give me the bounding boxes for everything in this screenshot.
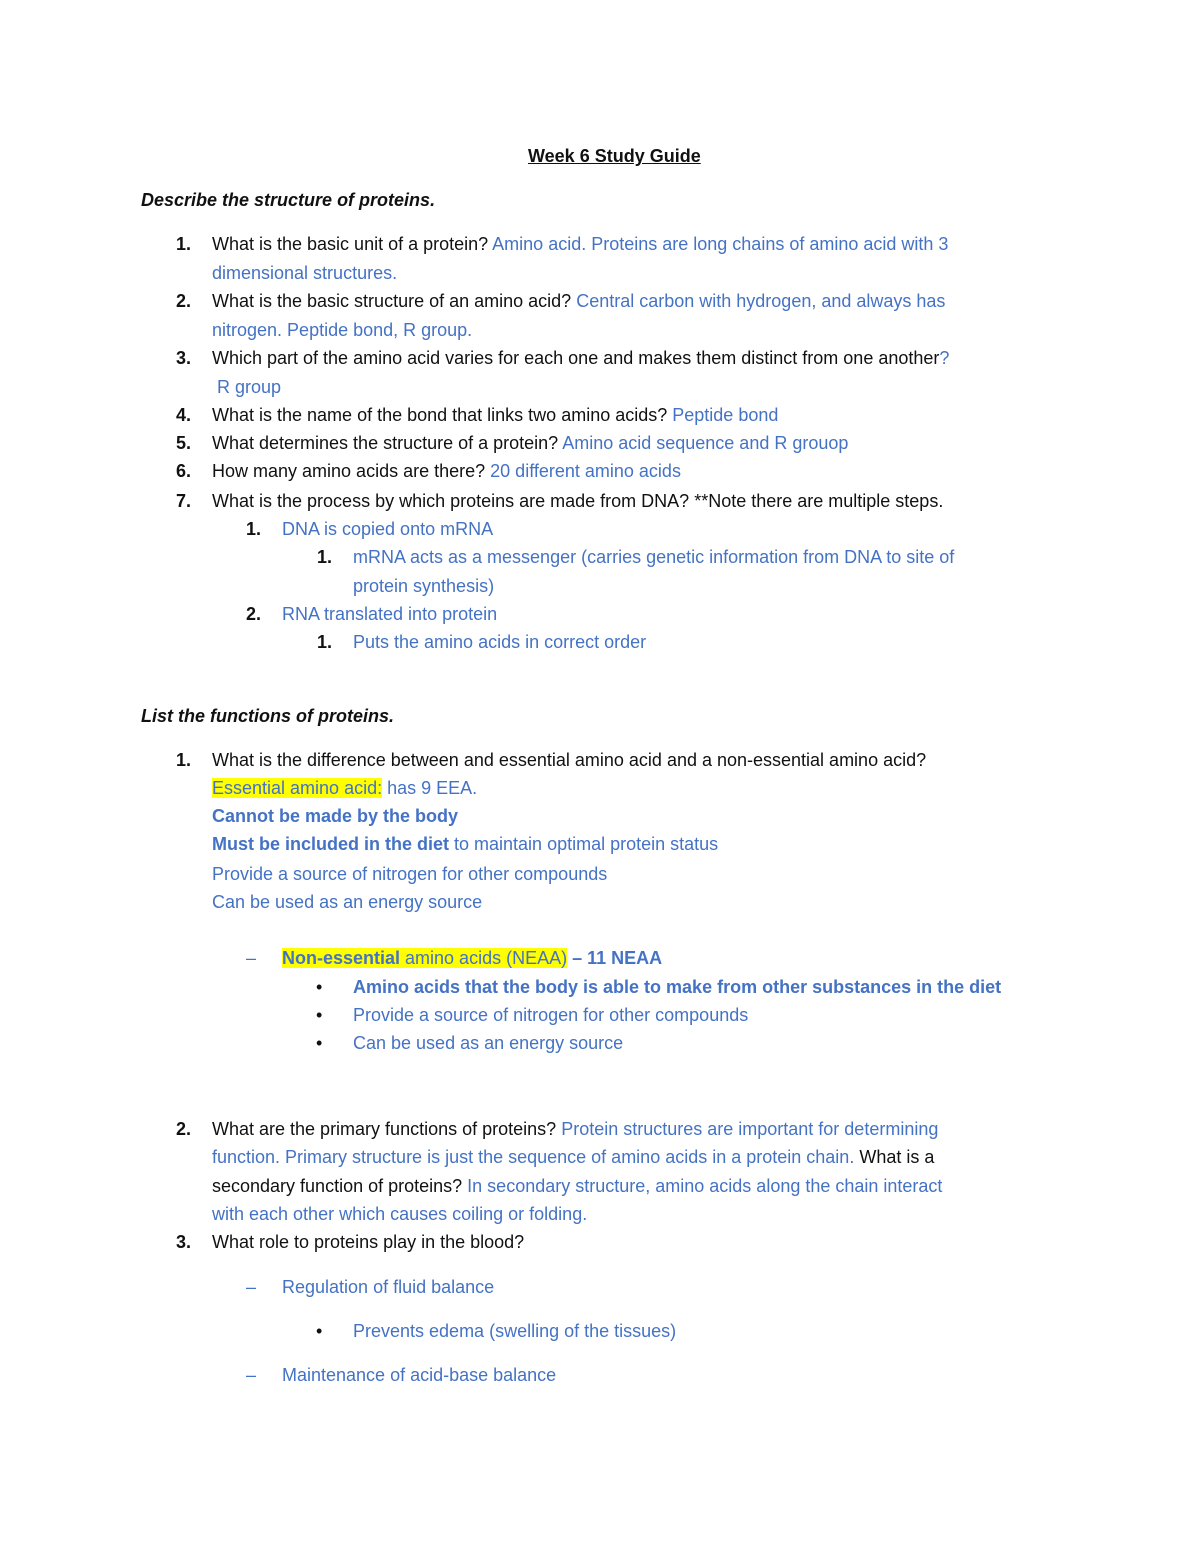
page-title: Week 6 Study Guide <box>528 146 701 166</box>
list-number: 2. <box>176 291 192 311</box>
question-text: What is a <box>859 1147 935 1167</box>
dash-marker: – <box>246 1365 257 1385</box>
blood-role-1-bullet <box>316 1319 676 1343</box>
step-2 <box>246 602 497 626</box>
eaa-line-3: Provide a source of nitrogen for other compounds <box>212 864 608 884</box>
list-number: 2. <box>176 1119 192 1139</box>
eaa-line-1: Cannot be made by the body <box>212 806 459 826</box>
answer-text: Amino acid sequence and R grouop <box>562 433 849 453</box>
bullet-text: Amino acids that the body is able to make from other substances in the diet <box>353 977 1002 997</box>
step-1-sub <box>317 545 954 569</box>
functions-question-2 <box>176 1117 938 1141</box>
answer-text: Peptide bond <box>672 405 779 425</box>
answer-text: Regulation of fluid balance <box>282 1277 495 1297</box>
list-number: 1. <box>317 547 333 567</box>
bullet-text: Can be used as an energy source <box>353 1033 624 1053</box>
answer-text: In secondary structure, amino acids along the chain interact <box>467 1176 943 1196</box>
functions-question-2-line-2 <box>212 1145 934 1169</box>
question-text: What is the basic unit of a protein? <box>212 234 489 254</box>
question-text: secondary function of proteins? <box>212 1176 463 1196</box>
step-text: RNA translated into protein <box>282 604 498 624</box>
answer-text: Central carbon with hydrogen, and always has <box>576 291 946 311</box>
step-2-sub <box>317 630 646 654</box>
answer-text: has 9 EEA. <box>382 778 478 798</box>
functions-question-2-line-3 <box>212 1174 942 1198</box>
list-number: 2. <box>246 604 262 624</box>
eaa-line-4: Can be used as an energy source <box>212 892 483 912</box>
list-number: 5. <box>176 433 192 453</box>
neaa-bullet-1 <box>316 975 1001 999</box>
answer-continuation: nitrogen. Peptide bond, R group. <box>212 320 473 340</box>
question-6 <box>176 459 681 483</box>
highlighted-label-rest: amino acids (NEAA) <box>400 948 568 968</box>
highlighted-label: Non-essential <box>282 948 401 968</box>
step-1-sub-continuation: protein synthesis) <box>353 576 495 596</box>
answer-text: function. Primary structure is just the sequence of amino acids in a protein chain. <box>212 1147 855 1167</box>
answer-text: Maintenance of acid-base balance <box>282 1365 557 1385</box>
question-3-line-1 <box>176 346 949 370</box>
highlighted-label: Essential amino acid: <box>212 778 383 798</box>
list-number: 1. <box>176 234 192 254</box>
question-text: How many amino acids are there? <box>212 461 486 481</box>
question-text: Which part of the amino acid varies for each one and makes them distinct from one another <box>212 348 940 368</box>
blood-role-1 <box>246 1275 494 1299</box>
functions-question-2-line-4: with each other which causes coiling or folding. <box>212 1204 588 1224</box>
answer-text: to maintain optimal protein status <box>449 834 719 854</box>
bullet-marker: • <box>316 1005 323 1025</box>
answer-text: 20 different amino acids <box>490 461 681 481</box>
bullet-text: Prevents edema (swelling of the tissues) <box>353 1321 677 1341</box>
step-text: Puts the amino acids in correct order <box>353 632 647 652</box>
dash-marker: – <box>246 948 257 968</box>
question-4 <box>176 403 778 427</box>
eaa-label-line <box>212 776 477 800</box>
eaa-line-2 <box>212 832 718 856</box>
dash-marker: – <box>246 1277 257 1297</box>
bullet-marker: • <box>316 977 323 997</box>
question-2-line-1 <box>176 289 945 313</box>
blood-role-2 <box>246 1363 556 1387</box>
bullet-marker: • <box>316 1033 323 1053</box>
step-text: DNA is copied onto mRNA <box>282 519 494 539</box>
question-text: What is the name of the bond that links two amino acids? <box>212 405 668 425</box>
section-heading-structure: Describe the structure of proteins. <box>141 190 436 210</box>
functions-question-1 <box>176 748 926 772</box>
list-number: 4. <box>176 405 192 425</box>
section-heading-functions: List the functions of proteins. <box>141 706 394 726</box>
question-5 <box>176 431 848 455</box>
question-text: What are the primary functions of proteins? <box>212 1119 557 1139</box>
neaa-bullet-2 <box>316 1003 748 1027</box>
list-number: 3. <box>176 1232 192 1252</box>
answer-continuation: dimensional structures. <box>212 263 398 283</box>
question-text: What determines the structure of a protein? <box>212 433 559 453</box>
bold-text: Must be included in the diet <box>212 834 450 854</box>
neaa-line <box>246 946 662 970</box>
list-number: 3. <box>176 348 192 368</box>
list-number: 1. <box>176 750 192 770</box>
functions-question-3 <box>176 1230 524 1254</box>
question-1-line-1 <box>176 232 948 256</box>
question-7 <box>176 489 943 513</box>
bullet-text: Provide a source of nitrogen for other compounds <box>353 1005 749 1025</box>
bullet-marker: • <box>316 1321 323 1341</box>
step-1 <box>246 517 493 541</box>
list-number: 1. <box>246 519 262 539</box>
answer-text: – 11 NEAA <box>567 948 663 968</box>
list-number: 7. <box>176 491 192 511</box>
question-text: What is the process by which proteins are made from DNA? **Note there are multiple steps. <box>212 491 944 511</box>
answer-text: Amino acid. Proteins are long chains of amino acid with 3 <box>492 234 949 254</box>
question-text: What role to proteins play in the blood? <box>212 1232 525 1252</box>
neaa-bullet-3 <box>316 1031 623 1055</box>
question-text: What is the difference between and essential amino acid and a non-essential amino acid? <box>212 750 927 770</box>
question-mark: ? <box>939 348 950 368</box>
question-text: What is the basic structure of an amino acid? <box>212 291 572 311</box>
list-number: 1. <box>317 632 333 652</box>
step-text: mRNA acts as a messenger (carries genetic information from DNA to site of <box>353 547 955 567</box>
answer-text: Protein structures are important for determining <box>561 1119 939 1139</box>
list-number: 6. <box>176 461 192 481</box>
answer-continuation: R group <box>217 377 282 397</box>
